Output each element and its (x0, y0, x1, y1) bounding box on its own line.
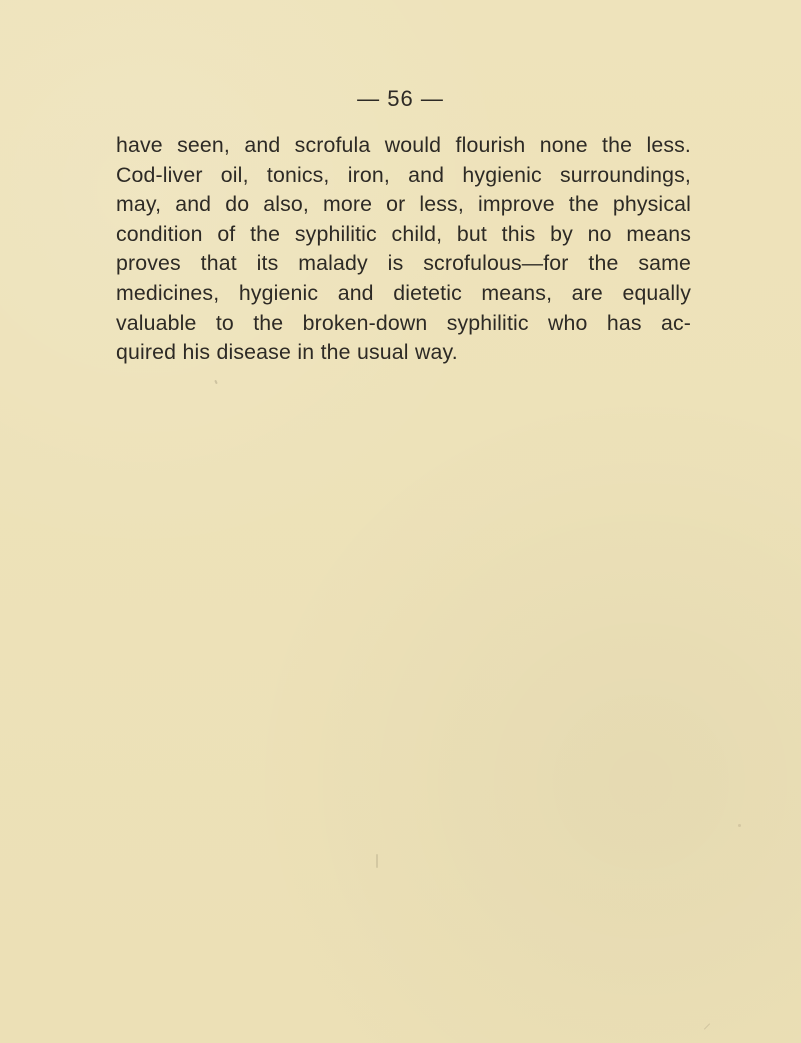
body-line: condition of the syphilitic child, but this by no means (116, 221, 691, 246)
body-line: Cod-liver oil, tonics, iron, and hygienic surroundings, (116, 162, 691, 187)
body-line: proves that its malady is scrofulous—for the same (116, 251, 691, 276)
page-speck (214, 380, 218, 384)
page-speck (704, 1023, 710, 1029)
body-line: medicines, hygienic and dietetic means, are equally (116, 280, 691, 305)
body-line: have seen, and scrofula would flourish none the less. (116, 133, 691, 157)
body-text (116, 131, 691, 368)
body-line: quired his disease in the usual way. (116, 340, 458, 365)
body-line: valuable to the broken-down syphilitic who has ac- (116, 310, 691, 335)
page-speck (738, 824, 741, 827)
page-speck (376, 854, 378, 868)
body-line: may, and do also, more or less, improve the physical (116, 192, 691, 217)
page-number: — 56 — (357, 86, 444, 111)
